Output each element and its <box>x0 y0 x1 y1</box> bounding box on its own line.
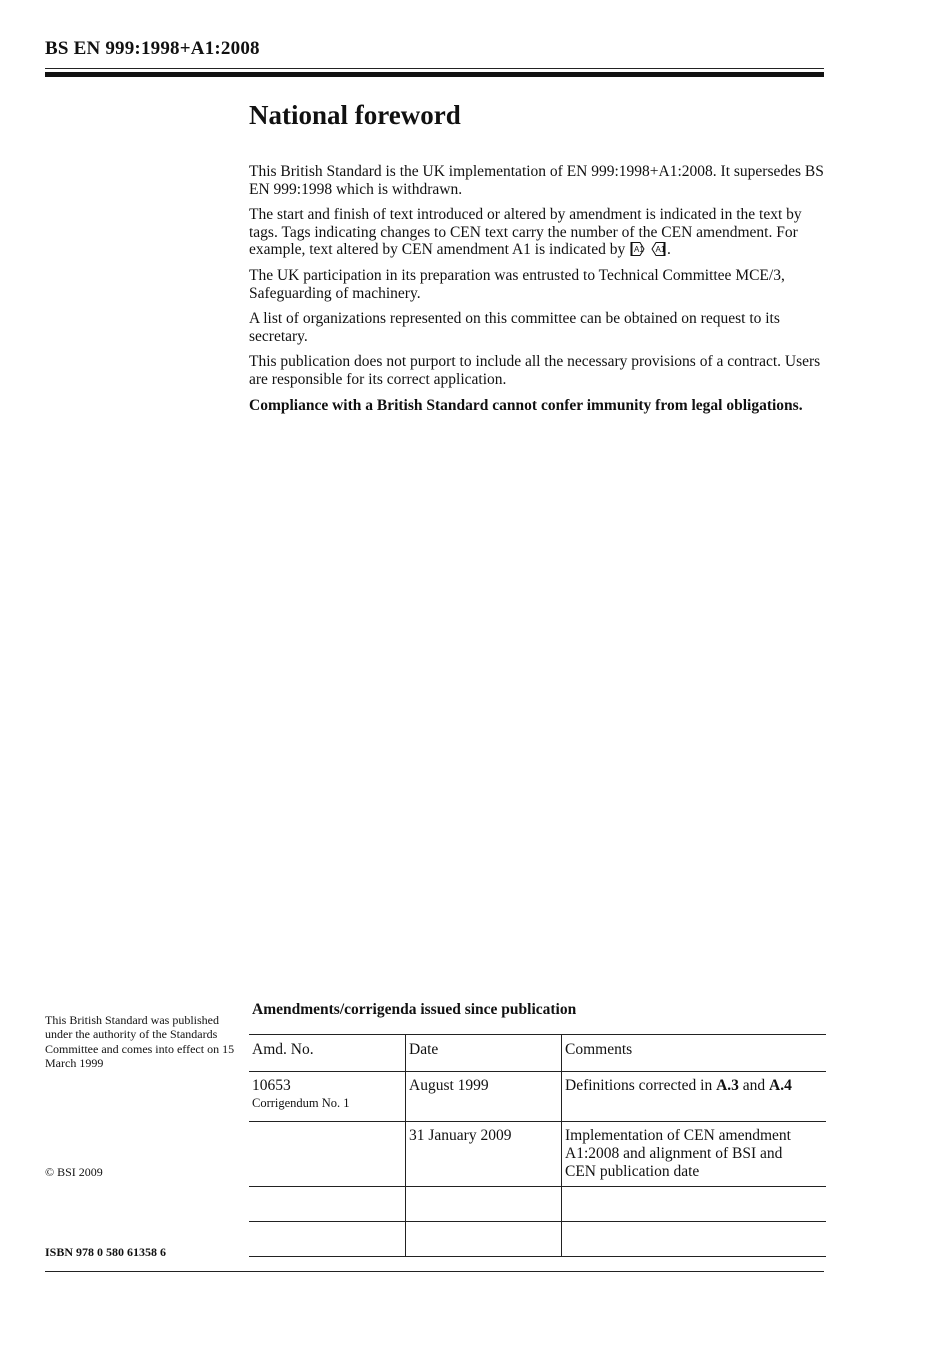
foreword-paragraph-2-text: The start and finish of text introduced or altered by amendment is indicated in the text by tags. Tags indicating changes to CEN text carry the number of the CEN amendment. For example, text altered by CEN amendment A1 is indicated by <box>249 206 802 259</box>
comment-cell <box>562 1072 827 1122</box>
comment-line-3: CEN publication date <box>565 1163 700 1181</box>
foreword-paragraph-2-end: . <box>666 241 671 259</box>
amd-no-cell <box>249 1072 406 1122</box>
column-header-comments: Comments <box>562 1035 827 1072</box>
table-row-empty <box>249 1187 826 1222</box>
foreword-paragraph-4: A list of organizations represented on this committee can be obtained on request to its secretary. <box>249 310 780 345</box>
page-title: National foreword <box>249 100 461 130</box>
amendment-start-tag-icon <box>630 242 645 256</box>
foreword-paragraph-3: The UK participation in its preparation was entrusted to Technical Committee MCE/3, Safeguarding of machinery. <box>249 266 785 302</box>
comment-ref-a3: A.3 <box>716 1077 739 1094</box>
amd-no-cell <box>249 1122 406 1187</box>
date-cell: August 1999 <box>406 1072 562 1122</box>
table-row <box>249 1122 826 1187</box>
header-rule-thin <box>45 68 824 69</box>
table-row <box>249 1072 826 1122</box>
foreword-paragraph-1: This British Standard is the UK implementation of EN 999:1998+A1:2008. It supersedes BS EN 999:1998 which is withdrawn. <box>249 163 824 198</box>
date-cell: 31 January 2009 <box>406 1122 562 1187</box>
column-header-amd-no: Amd. No. <box>249 1035 406 1072</box>
comment-ref-a4: A.4 <box>769 1077 792 1094</box>
foreword-compliance-note: Compliance with a British Standard cannot confer immunity from legal obligations. <box>249 396 803 414</box>
foreword-paragraph-5: This publication does not purport to include all the necessary provisions of a contract. Users are responsible for its correct application. <box>249 353 821 388</box>
comment-text: Definitions corrected in <box>565 1077 717 1094</box>
copyright: © BSI 2009 <box>45 1165 103 1179</box>
publication-note: This British Standard was published under the authority of the Standards Committee and comes into effect on 15 March 1999 <box>45 1013 235 1071</box>
standard-id: BS EN 999:1998+A1:2008 <box>45 38 260 59</box>
header-rule-thick <box>45 72 824 77</box>
column-header-date: Date <box>406 1035 562 1072</box>
amendments-title: Amendments/corrigenda issued since publication <box>252 1001 577 1018</box>
table-header-row <box>249 1035 826 1072</box>
amendments-table <box>249 1034 826 1257</box>
svg-text:A1: A1 <box>634 245 644 255</box>
comment-text-and: and <box>738 1077 770 1094</box>
footer-rule <box>45 1271 824 1272</box>
foreword-body <box>249 163 829 422</box>
amd-no: 10653 <box>252 1077 291 1094</box>
amd-sub: Corrigendum No. 1 <box>252 1096 350 1111</box>
isbn: ISBN 978 0 580 61358 6 <box>45 1245 167 1259</box>
foreword-paragraph-2 <box>249 206 829 259</box>
svg-text:A1: A1 <box>655 245 666 255</box>
comment-line-1: Implementation of CEN amendment <box>565 1127 791 1144</box>
comment-cell <box>562 1122 827 1187</box>
amendment-end-tag-icon <box>651 242 666 256</box>
table-row-empty <box>249 1222 826 1257</box>
comment-line-2: A1:2008 and alignment of BSI and <box>565 1145 783 1163</box>
